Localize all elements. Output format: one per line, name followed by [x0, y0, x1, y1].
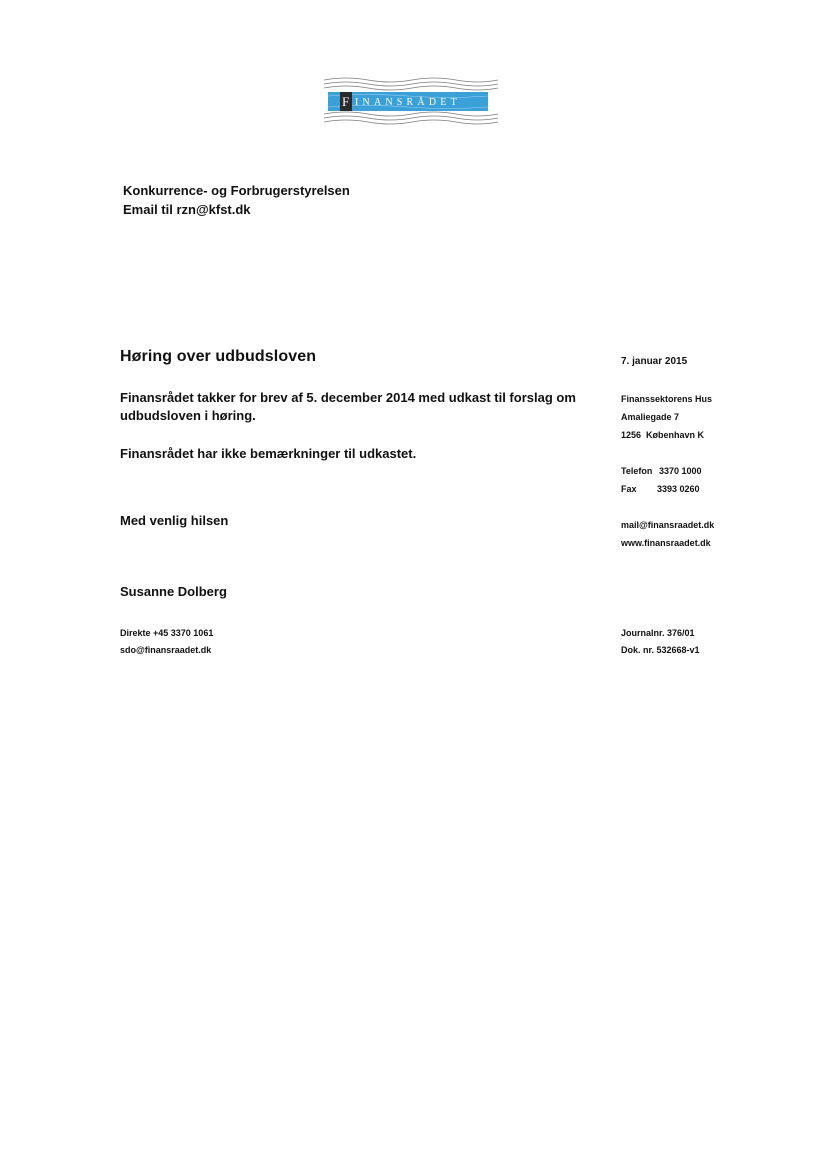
letter-body	[120, 389, 590, 463]
sender-address	[621, 390, 712, 444]
fax-value: 3393 0260	[657, 484, 700, 494]
sender-street: Amaliegade 7	[621, 412, 680, 422]
sender-online	[621, 516, 714, 552]
signer-contact	[120, 625, 213, 659]
letter-closing: Med venlig hilsen	[120, 513, 229, 528]
sender-email: mail@finansraadet.dk	[621, 520, 715, 530]
signer-phone: Direkte +45 3370 1061	[120, 628, 214, 638]
phone-label: Telefon	[621, 466, 653, 476]
journal-number: Journalnr. 376/01	[621, 628, 695, 638]
svg-text:INANSRÅDET: INANSRÅDET	[355, 97, 461, 108]
signer-name: Susanne Dolberg	[120, 584, 227, 599]
finansraadet-logo	[322, 76, 500, 126]
letter-subject: Høring over udbudsloven	[120, 348, 317, 365]
document-reference	[621, 625, 700, 659]
signer-email: sdo@finansraadet.dk	[120, 645, 212, 655]
fax-row	[621, 480, 702, 498]
sender-city: 1256 København K	[621, 430, 705, 440]
body-paragraph-2: Finansrådet har ikke bemærkninger til udkastet.	[120, 446, 417, 461]
letter-date: 7. januar 2015	[621, 356, 688, 367]
sender-phones	[621, 462, 702, 498]
sender-org: Finanssektorens Hus	[621, 394, 713, 404]
document-number: Dok. nr. 532668-v1	[621, 645, 700, 655]
body-paragraph-1: Finansrådet takker for brev af 5. december 2014 med udkast til forslag om udbudsloven i høring.	[120, 390, 576, 423]
phone-row	[621, 462, 702, 480]
phone-value: 3370 1000	[659, 466, 702, 476]
fax-label: Fax	[621, 484, 637, 494]
recipient-email: Email til rzn@kfst.dk	[123, 202, 251, 217]
svg-text:F: F	[342, 94, 350, 109]
recipient-name: Konkurrence- og Forbrugerstyrelsen	[123, 183, 350, 198]
logo-graphic	[322, 76, 500, 126]
sender-website: www.finansraadet.dk	[621, 538, 711, 548]
recipient-block	[123, 181, 350, 219]
